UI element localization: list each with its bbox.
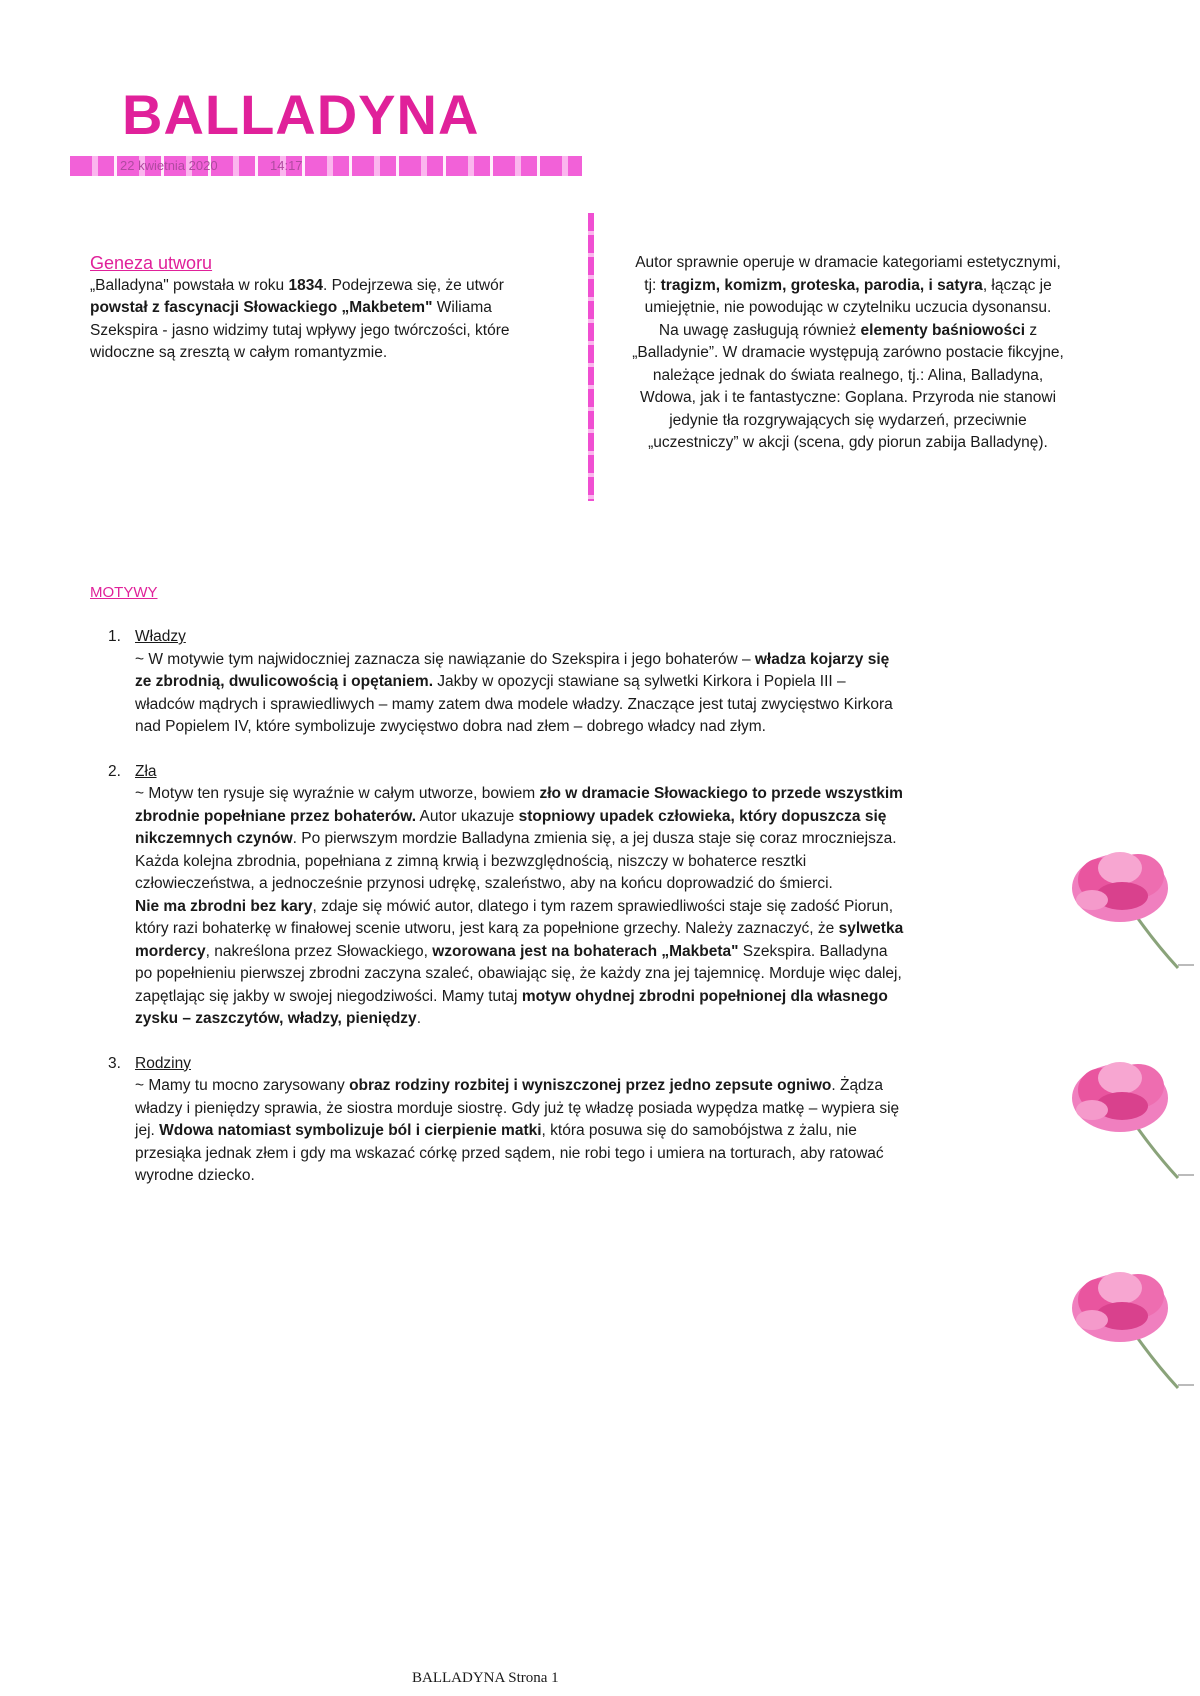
page-footer: BALLADYNA Strona 1 bbox=[412, 1670, 559, 1686]
motifs-list bbox=[108, 626, 908, 1210]
list-item-bold: Wdowa natomiast symbolizuje ból i cierpienie matki bbox=[159, 1122, 542, 1139]
geneza-section bbox=[90, 252, 550, 365]
list-item-title: Rodziny bbox=[135, 1054, 191, 1072]
list-item-bold: zło w dramacie Słowackiego to przede wszystkim zbrodnie popełniane przez bohaterów. bbox=[135, 785, 903, 825]
date-time-bar bbox=[70, 156, 582, 176]
note-date: 22 kwietnia 2020 bbox=[120, 158, 218, 173]
peony-flower-icon bbox=[1062, 830, 1194, 970]
list-item-text: ~ Motyw ten rysuje się wyraźnie w całym utworze, bowiem bbox=[135, 785, 540, 802]
list-item-text: , która posuwa się do samobójstwa z żalu, nie przesiąka jednak złem i gdy ma wskazać córkę przed sądem, nie robi tego i umiera na torturach, aby ratować wyrodne dziecko. bbox=[135, 1122, 884, 1184]
page-title: BALLADYNA bbox=[122, 83, 480, 146]
aesthetics-bold-2: elementy baśniowości bbox=[860, 321, 1026, 339]
list-item-text: Szekspira. Balladyna po popełnieniu pierwszej zbrodni zaczyna szaleć, obawiając się, że każdy zna jej tajemnicę. Morduje więc dalej, zapętlając się jakby w swojej niegodziwości. Mamy tutaj bbox=[135, 942, 902, 1005]
peony-flower-icon bbox=[1062, 1040, 1194, 1180]
geneza-year: 1834 bbox=[288, 276, 323, 294]
aesthetics-text-2: , łącząc je umiejętnie, nie powodując w czytelniku uczucia dysonansu. bbox=[644, 276, 1052, 316]
geneza-text-1: „Balladyna" powstała w roku bbox=[90, 276, 289, 294]
list-item-bold: sylwetka mordercy bbox=[135, 920, 904, 960]
peony-flower-icon bbox=[1062, 1250, 1194, 1390]
aesthetics-bold-1: tragizm, komizm, groteska, parodia, i satyra bbox=[660, 276, 983, 294]
list-item-bold: obraz rodziny rozbitej i wyniszczonej przez jedno zepsute ogniwo bbox=[349, 1077, 832, 1094]
list-item-bold: motyw ohydnej zbrodni popełnionej dla własnego zysku – zaszczytów, władzy, pieniędzy bbox=[135, 987, 888, 1027]
list-item-text: ~ W motywie tym najwidoczniej zaznacza się nawiązanie do Szekspira i jego bohaterów – bbox=[135, 650, 755, 668]
column-divider bbox=[588, 213, 594, 501]
aesthetics-section bbox=[628, 252, 1068, 455]
list-item-title: Władzy bbox=[135, 628, 186, 645]
list-item-text: Autor ukazuje bbox=[416, 807, 519, 825]
list-item-number: 2. bbox=[108, 762, 121, 780]
geneza-bold: powstał z fascynacji Słowackiego „Makbetem" bbox=[90, 299, 433, 316]
note-time: 14:17 bbox=[270, 158, 303, 173]
list-item bbox=[108, 626, 908, 739]
aesthetics-text-4: z „Balladynie”. W dramacie występują zarówno postacie fikcyjne, należące jednak do świata realnego, tj.: Alina, Balladyna, Wdowa, jak i te fantastyczne: Goplana. Przyroda nie stanowi jedynie tła rozgrywających się wydarzeń, przeciwnie „uczestniczy” w akcji (scena, gdy piorun zabija Balladynę). bbox=[632, 321, 1064, 451]
list-item-number: 3. bbox=[108, 1054, 121, 1072]
list-item-bold: wzorowana jest na bohaterach „Makbeta" bbox=[432, 942, 739, 960]
list-item bbox=[108, 761, 908, 1031]
motywy-heading: MOTYWY bbox=[90, 584, 158, 601]
geneza-heading: Geneza utworu bbox=[90, 253, 213, 273]
list-item-text: . Po pierwszym mordzie Balladyna zmienia się, a jej dusza staje się coraz mroczniejsza. Każda kolejna zbrodnia, popełniana z zimną krwią i bezwzględnością, niszczy w bohaterce resztki człowieczeństwa, a jednocześnie przynosi udrękę, szaleństwo, aby na końcu doprowadzić do śmierci. bbox=[135, 830, 897, 892]
aesthetics-text-1: Autor sprawnie operuje w dramacie kategoriami estetycznymi, tj: bbox=[635, 254, 1061, 294]
aesthetics-text-3: Na uwagę zasługują również bbox=[658, 321, 861, 339]
list-item-text: , zdaje się mówić autor, dlatego i tym razem sprawiedliwości staje się zadość Piorun, który razi bohaterkę w finałowej scenie utworu, jest karą za popełnione grzechy. Należy zaznaczyć, że bbox=[135, 897, 894, 937]
list-item-text: Jakby w opozycji stawiane są sylwetki Kirkora i Popiela III – władców mądrych i sprawiedliwych – mamy zatem dwa modele władzy. Znaczące jest tutaj zwycięstwo Kirkora nad Popielem IV, które symbolizuje zwycięstwo dobra nad złem – dobrego władcy nad złym. bbox=[135, 673, 893, 735]
list-item-title: Zła bbox=[135, 762, 157, 780]
list-item-text: ~ Mamy tu mocno zarysowany bbox=[135, 1077, 350, 1094]
list-item-text: . bbox=[416, 1010, 421, 1027]
geneza-text-2: . Podejrzewa się, że utwór bbox=[322, 276, 504, 294]
list-item-bold: stopniowy upadek człowieka, który dopuszcza się nikczemnych czynów bbox=[135, 807, 887, 847]
list-item bbox=[108, 1053, 908, 1188]
list-item-bold: władza kojarzy się ze zbrodnią, dwulicowością i opętaniem. bbox=[135, 650, 890, 690]
list-item-number: 1. bbox=[108, 628, 121, 645]
list-item-text: . Żądza władzy i pieniędzy sprawia, że siostra morduje siostrę. Gdy już tę władzę posiada wypędza matkę – wypiera się jej. bbox=[135, 1077, 900, 1139]
list-item-bold: Nie ma zbrodni bez kary bbox=[135, 897, 313, 915]
geneza-text-3: Wiliama Szekspira - jasno widzimy tutaj wpływy jego twórczości, które widoczne są zresztą w całym romantyzmie. bbox=[90, 299, 510, 361]
list-item-text: , nakreślona przez Słowackiego, bbox=[205, 942, 433, 960]
